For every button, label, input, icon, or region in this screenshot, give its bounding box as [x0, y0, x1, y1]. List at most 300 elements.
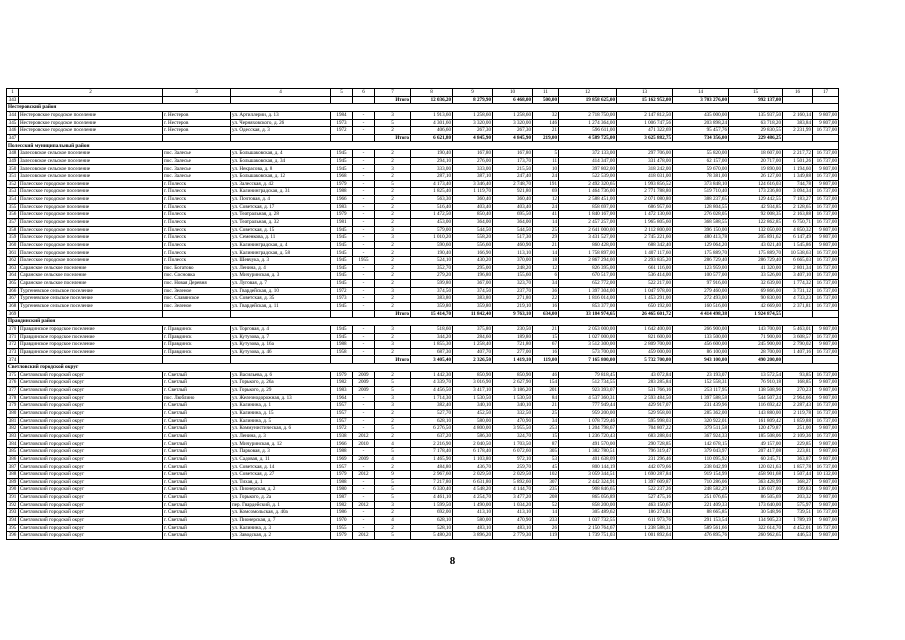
table-cell: 5: [375, 448, 411, 456]
table-cell: 25: [533, 226, 559, 234]
table-cell: 2: [375, 203, 411, 211]
table-cell: Светловский городской округ: [19, 394, 163, 402]
table-cell: ул. Пионерская, д. 7: [231, 516, 331, 524]
table-cell: 266 900,00: [673, 325, 729, 333]
table-cell: г. Светлый: [163, 471, 231, 479]
table-cell: 16 737,00: [813, 524, 839, 532]
table-cell: 992 137,00: [729, 96, 783, 104]
table-cell: 79 818,45: [559, 371, 617, 379]
table-cell: 2012: [353, 532, 375, 540]
table-cell: 2 442 324,91: [559, 478, 617, 486]
table-cell: 652 772,00: [559, 280, 617, 288]
table-cell: 2: [375, 371, 411, 379]
table-cell: 4 254,70: [453, 493, 493, 501]
table-cell: 233: [533, 516, 559, 524]
table-cell: 414 347,00: [559, 157, 617, 165]
table-cell: 1 204 798,67: [559, 425, 617, 433]
table-cell: ул. Одесская, д. 3: [231, 127, 331, 135]
table-cell: 4: [375, 455, 411, 463]
table-cell: 563,30: [411, 195, 453, 203]
table-cell: 4: [375, 516, 411, 524]
table-cell: Правдинское городское поселение: [19, 348, 163, 356]
table-cell: 2 718 750,00: [559, 111, 617, 119]
table-cell: 634,00: [533, 310, 559, 318]
col-num: 12: [559, 89, 617, 97]
table-cell: 120 021,63: [729, 463, 783, 471]
table-cell: 16 737,00: [813, 302, 839, 310]
table-cell: 2009: [353, 371, 375, 379]
table-cell: ул. Черняховского, д. 26: [231, 119, 331, 127]
table-cell: ул. Заводская, д. 2: [231, 532, 331, 540]
table-cell: 1 690 287,84: [617, 471, 673, 479]
table-cell: 480 413,78: [673, 234, 729, 242]
table-cell: ул. Коммунистическая, д. 6: [231, 425, 331, 433]
table-cell: 135 937,50: [729, 111, 783, 119]
table-cell: 379 043,97: [673, 448, 729, 456]
table-cell: -: [353, 295, 375, 303]
table-cell: 297 706,00: [617, 150, 673, 158]
table-cell: -: [353, 341, 375, 349]
table-cell: ул. Кутузова, д. 7: [231, 333, 331, 341]
table-cell: 10 132,00: [813, 471, 839, 479]
table-cell: Полесское городское поселение: [19, 241, 163, 249]
table-cell: 436,70: [453, 463, 493, 471]
table-cell: 1 530,50: [453, 394, 493, 402]
table-cell: 2 029,50: [453, 471, 493, 479]
table-cell: пос. Зеленое: [163, 302, 231, 310]
table-cell: Полесское городское поселение: [19, 211, 163, 219]
col-num: 9: [453, 89, 493, 97]
table-cell: 20 717,00: [729, 157, 783, 165]
table-cell: 628,10: [411, 516, 453, 524]
table-cell: Залесовское сельское поселение: [19, 157, 163, 165]
table-cell: Залесовское сельское поселение: [19, 173, 163, 181]
col-num: 17: [813, 89, 839, 97]
table-cell: 16 737,00: [813, 203, 839, 211]
table-cell: ул. Калинина, д. 3: [231, 524, 331, 532]
table-cell: Полесское городское поселение: [19, 257, 163, 265]
table-cell: 1945: [331, 257, 353, 265]
table-cell: 4 845,90: [453, 134, 493, 142]
table-cell: 26: [533, 524, 559, 532]
table-cell: 1 703,50: [493, 440, 533, 448]
table-cell: 1972: [331, 127, 353, 135]
table-cell: 1 078 729,46: [559, 417, 617, 425]
table-cell: Нестеровское городское поселение: [19, 119, 163, 127]
table-cell: 366: [7, 287, 19, 295]
table-cell: 446,53: [783, 532, 813, 540]
table-cell: 7 183,27: [783, 195, 813, 203]
table-cell: 2 748,70: [493, 180, 533, 188]
table-cell: 3 608,57: [783, 333, 813, 341]
table-cell: 704 807,22: [617, 425, 673, 433]
table-cell: 921,80: [493, 188, 533, 196]
table-cell: 595 998,03: [617, 417, 673, 425]
table-cell: Светловский городской округ: [19, 516, 163, 524]
table-cell: 4 144,70: [493, 486, 533, 494]
table-cell: ул. Театральная, д. 32: [231, 218, 331, 226]
table-cell: 60 245,71: [729, 455, 783, 463]
table-cell: Полесское городское поселение: [19, 226, 163, 234]
table-row: [7, 295, 839, 303]
table-cell: 231 296,46: [617, 455, 673, 463]
table-cell: г. Правдинск: [163, 348, 231, 356]
table-row: [7, 532, 839, 540]
table-cell: 21: [533, 241, 559, 249]
table-cell: 16 737,00: [813, 509, 839, 517]
table-cell: Итого: [375, 356, 411, 364]
table-cell: 123 959,00: [673, 264, 729, 272]
table-cell: 2 867 294,00: [559, 257, 617, 265]
table-cell: 1 855,30: [411, 341, 453, 349]
table-cell: 2 040,50: [453, 440, 493, 448]
table-cell: 2009: [353, 455, 375, 463]
table-cell: 16 737,00: [813, 295, 839, 303]
table-row: [7, 501, 839, 509]
table-cell: 382: [7, 425, 19, 433]
table-cell: 167,80: [493, 150, 533, 158]
table-cell: 401 638,09: [559, 455, 617, 463]
table-cell: 14: [533, 218, 559, 226]
table-cell: 2: [375, 417, 411, 425]
col-num: 4: [231, 89, 331, 97]
table-cell: 359,80: [411, 302, 453, 310]
table-cell: 16 737,00: [813, 264, 839, 272]
table-cell: 1 238 588,31: [617, 524, 673, 532]
col-num: 3: [163, 89, 231, 97]
table-cell: 92 008,35: [729, 211, 783, 219]
table-cell: ул. Садовая, д. 11: [231, 455, 331, 463]
table-row: [7, 195, 839, 203]
table-cell: -: [353, 150, 375, 158]
table-cell: -: [353, 509, 375, 517]
table-cell: 175 889,70: [673, 249, 729, 257]
table-cell: 2 287,43: [783, 402, 813, 410]
table-cell: [353, 134, 375, 142]
table-cell: 379: [7, 402, 19, 410]
section-header-row: [7, 318, 839, 326]
table-cell: 3: [375, 325, 411, 333]
table-cell: 2: [375, 173, 411, 181]
table-cell: 687,30: [411, 348, 453, 356]
table-cell: 286 729,40: [673, 257, 729, 265]
table-cell: 596 611,00: [559, 127, 617, 135]
table-cell: -: [353, 173, 375, 181]
table-cell: ул. Большаковская, д. 4: [231, 150, 331, 158]
table-cell: 9 807,00: [813, 532, 839, 540]
table-cell: 2: [375, 249, 411, 257]
table-cell: 2 109,36: [783, 432, 813, 440]
table-cell: 371: [7, 333, 19, 341]
table-cell: Светловский городской округ: [19, 379, 163, 387]
table-cell: 1 453 291,00: [617, 295, 673, 303]
table-cell: 136 037,00: [729, 486, 783, 494]
table-cell: 347: [7, 134, 19, 142]
table-cell: 9 807,00: [813, 501, 839, 509]
table-cell: 3 417,10: [453, 386, 493, 394]
table-row: [7, 471, 839, 479]
table-cell: 2 119,78: [783, 409, 813, 417]
table-cell: 287,10: [411, 173, 453, 181]
table-cell: -: [353, 524, 375, 532]
table-cell: 15: [533, 432, 559, 440]
table-cell: 2 029,50: [493, 471, 533, 479]
table-cell: 4 548,20: [453, 486, 493, 494]
table-cell: 580,00: [453, 417, 493, 425]
table-cell: 9 807,00: [813, 493, 839, 501]
table-cell: 16 737,00: [813, 463, 839, 471]
table-row: [7, 425, 839, 433]
table-cell: 1982: [331, 501, 353, 509]
table-cell: 358: [7, 226, 19, 234]
table-cell: 3 512 300,00: [559, 341, 617, 349]
table-cell: г. Полесск: [163, 241, 231, 249]
table-cell: 175 889,70: [729, 249, 783, 257]
table-cell: 76 910,18: [729, 379, 783, 387]
table-cell: 580,00: [453, 516, 493, 524]
table-cell: [231, 134, 331, 142]
table-cell: Залесовское сельское поселение: [19, 150, 163, 158]
table-cell: Саранское сельское поселение: [19, 280, 163, 288]
table-cell: 370,00: [493, 257, 533, 265]
table-cell: 173 236,80: [729, 188, 783, 196]
table-cell: 1 194,60: [783, 165, 813, 173]
table-cell: 368,27: [783, 478, 813, 486]
table-cell: 36: [533, 287, 559, 295]
col-num: 5: [331, 89, 353, 97]
table-cell: г. Светлый: [163, 448, 231, 456]
table-cell: 1 965 805,60: [617, 218, 673, 226]
table-cell: пос. Сосновка: [163, 272, 231, 280]
table-cell: Светловский городской округ: [19, 463, 163, 471]
table-cell: 363 428,99: [729, 478, 783, 486]
table-cell: ул. Горького, д. 26а: [231, 379, 331, 387]
table-cell: 191: [533, 180, 559, 188]
table-cell: 270,23: [783, 386, 813, 394]
table-cell: 13 572,54: [729, 371, 783, 379]
table-cell: 1 001 892,64: [617, 532, 673, 540]
table-cell: Полесское городское поселение: [19, 234, 163, 242]
table-cell: 1 397 588,58: [673, 394, 729, 402]
table-cell: г. Полесск: [163, 188, 231, 196]
table-cell: 599,80: [411, 280, 453, 288]
table-cell: 331 478,00: [617, 157, 673, 165]
table-cell: 16 737,00: [813, 211, 839, 219]
table-cell: [813, 310, 839, 318]
table-cell: 5: [375, 180, 411, 188]
table-cell: Правдинское городское поселение: [19, 333, 163, 341]
table-cell: 744,78: [783, 180, 813, 188]
table-cell: 1 857,78: [783, 463, 813, 471]
table-row: [7, 348, 839, 356]
table-cell: г. Полесск: [163, 211, 231, 219]
table-cell: 5 892,60: [493, 478, 533, 486]
table-cell: 1945: [331, 165, 353, 173]
table-cell: 4 339,70: [411, 379, 453, 387]
table-cell: 919 154,99: [673, 471, 729, 479]
table-cell: г. Полесск: [163, 226, 231, 234]
col-num: 11: [533, 89, 559, 97]
table-row: [7, 241, 839, 249]
table-cell: Итого: [375, 134, 411, 142]
table-cell: ул. Луговая, д. 7: [231, 280, 331, 288]
table-cell: г. Светлый: [163, 417, 231, 425]
table-cell: 11 842,40: [453, 310, 493, 318]
table-cell: 2 053 000,00: [559, 325, 617, 333]
table-cell: Светловский городской округ: [19, 425, 163, 433]
table-cell: 1 274 364,00: [559, 119, 617, 127]
table-cell: 1 407 117,60: [617, 249, 673, 257]
table-row: [7, 417, 839, 425]
table-cell: 5: [375, 119, 411, 127]
table-cell: 16 737,00: [813, 371, 839, 379]
table-cell: [163, 134, 231, 142]
table-row: [7, 249, 839, 257]
table-cell: 373 848,10: [673, 180, 729, 188]
table-cell: 2: [375, 257, 411, 265]
table-cell: 1957: [331, 402, 353, 410]
table-cell: 32: [533, 111, 559, 119]
table-cell: 393: [7, 509, 19, 517]
table-cell: 34: [533, 417, 559, 425]
table-cell: ул. Тихая, д. 1: [231, 478, 331, 486]
section-header-row: [7, 104, 839, 112]
table-cell: 850,90: [453, 371, 493, 379]
table-cell: ул. Залесская, д. 42: [231, 180, 331, 188]
table-cell: 16 737,00: [813, 188, 839, 196]
table-cell: 387: [7, 463, 19, 471]
table-cell: -: [353, 287, 375, 295]
table-cell: г. Полесск: [163, 249, 231, 257]
table-cell: 1 010,20: [411, 234, 453, 242]
table-cell: Светловский городской округ: [19, 371, 163, 379]
table-cell: 403,40: [493, 203, 533, 211]
table-cell: [19, 310, 163, 318]
table-cell: 4 461,10: [411, 493, 453, 501]
table-cell: 361: [7, 249, 19, 257]
table-cell: 1966: [331, 440, 353, 448]
table-cell: 120 479,87: [729, 425, 783, 433]
table-cell: 721,80: [493, 341, 533, 349]
table-cell: 383: [7, 432, 19, 440]
table-cell: ул. Калининградская, д. 31: [231, 188, 331, 196]
table-cell: 333,00: [411, 165, 453, 173]
table-cell: 9 807,00: [813, 394, 839, 402]
table-cell: ул. Театральная, д. 28: [231, 211, 331, 219]
table-cell: г. Светлый: [163, 440, 231, 448]
table-cell: 16 737,00: [813, 150, 839, 158]
table-row: [7, 180, 839, 188]
table-cell: 21: [533, 402, 559, 410]
table-row: [7, 524, 839, 532]
table-cell: 9 807,00: [813, 425, 839, 433]
table-cell: 16 737,00: [813, 127, 839, 135]
table-cell: 25: [533, 409, 559, 417]
table-cell: ул. Васильева, д. 6: [231, 371, 331, 379]
table-cell: 2 967,60: [411, 471, 453, 479]
table-cell: 418 031,00: [617, 173, 673, 181]
table-cell: 102: [533, 471, 559, 479]
table-cell: ул. Советская, д. 35: [231, 295, 331, 303]
table-cell: 5 463,01: [783, 325, 813, 333]
table-cell: 367: [7, 295, 19, 303]
table-cell: 16 737,00: [813, 218, 839, 226]
table-cell: -: [353, 226, 375, 234]
table-row: [7, 218, 839, 226]
table-cell: Светловский городской округ: [19, 524, 163, 532]
table-row: [7, 272, 839, 280]
table-cell: 167,80: [453, 150, 493, 158]
table-cell: ул. Гвардейская, д. 11: [231, 302, 331, 310]
table-cell: 332,50: [493, 409, 533, 417]
table-cell: 86 100,00: [673, 348, 729, 356]
table-cell: 219,10: [493, 302, 533, 310]
table-cell: 374,50: [411, 287, 453, 295]
table-cell: 360,40: [453, 195, 493, 203]
table-cell: г. Полесск: [163, 180, 231, 188]
table-cell: Полесское городское поселение: [19, 180, 163, 188]
table-cell: 385: [7, 448, 19, 456]
table-row: [7, 493, 839, 501]
table-cell: 18 607,00: [729, 150, 783, 158]
table-cell: 294,10: [411, 157, 453, 165]
table-cell: 6 468,00: [493, 96, 533, 104]
table-cell: 1 599,50: [411, 501, 453, 509]
table-cell: 453,00: [411, 218, 453, 226]
table-cell: 86 505,69: [729, 493, 783, 501]
table-cell: 490 200,00: [729, 356, 783, 364]
table-cell: 49 157,00: [729, 440, 783, 448]
table-cell: 850,40: [453, 211, 493, 219]
table-cell: 6 621,80: [411, 134, 453, 142]
table-cell: -: [353, 127, 375, 135]
table-cell: 796 319,47: [617, 448, 673, 456]
table-cell: [353, 356, 375, 364]
table-cell: -: [353, 264, 375, 272]
table-cell: 396 150,00: [673, 226, 729, 234]
table-cell: 661 116,00: [617, 264, 673, 272]
table-cell: 201: [533, 386, 559, 394]
table-cell: 223,81: [783, 448, 813, 456]
table-cell: -: [353, 211, 375, 219]
table-cell: 860 428,00: [559, 241, 617, 249]
table-cell: [331, 310, 353, 318]
table-cell: 16 737,00: [813, 432, 839, 440]
table-cell: 2: [375, 409, 411, 417]
table-cell: Светловский городской округ: [19, 455, 163, 463]
table-cell: ул. Калининградская, д. 58: [231, 249, 331, 257]
table-cell: 2 492 320,65: [559, 180, 617, 188]
table-cell: 2009: [353, 379, 375, 387]
table-cell: г. Светлый: [163, 425, 231, 433]
table-cell: 21: [533, 127, 559, 135]
table-cell: 11: [533, 157, 559, 165]
table-cell: 67: [533, 341, 559, 349]
table-cell: 119,00: [533, 356, 559, 364]
table-cell: 9 807,00: [813, 241, 839, 249]
table-cell: г. Светлый: [163, 455, 231, 463]
table-cell: 9 807,00: [813, 516, 839, 524]
table-cell: 1970: [331, 516, 353, 524]
table-cell: Нестеровское городское поселение: [19, 127, 163, 135]
table-cell: 1988: [331, 448, 353, 456]
table-cell: 611 973,76: [617, 516, 673, 524]
table-cell: 260 962,65: [729, 532, 783, 540]
table-cell: 2 160,14: [783, 111, 813, 119]
table-cell: 1945: [331, 302, 353, 310]
table-cell: 5: [533, 150, 559, 158]
table-cell: 1 382 780,51: [559, 448, 617, 456]
